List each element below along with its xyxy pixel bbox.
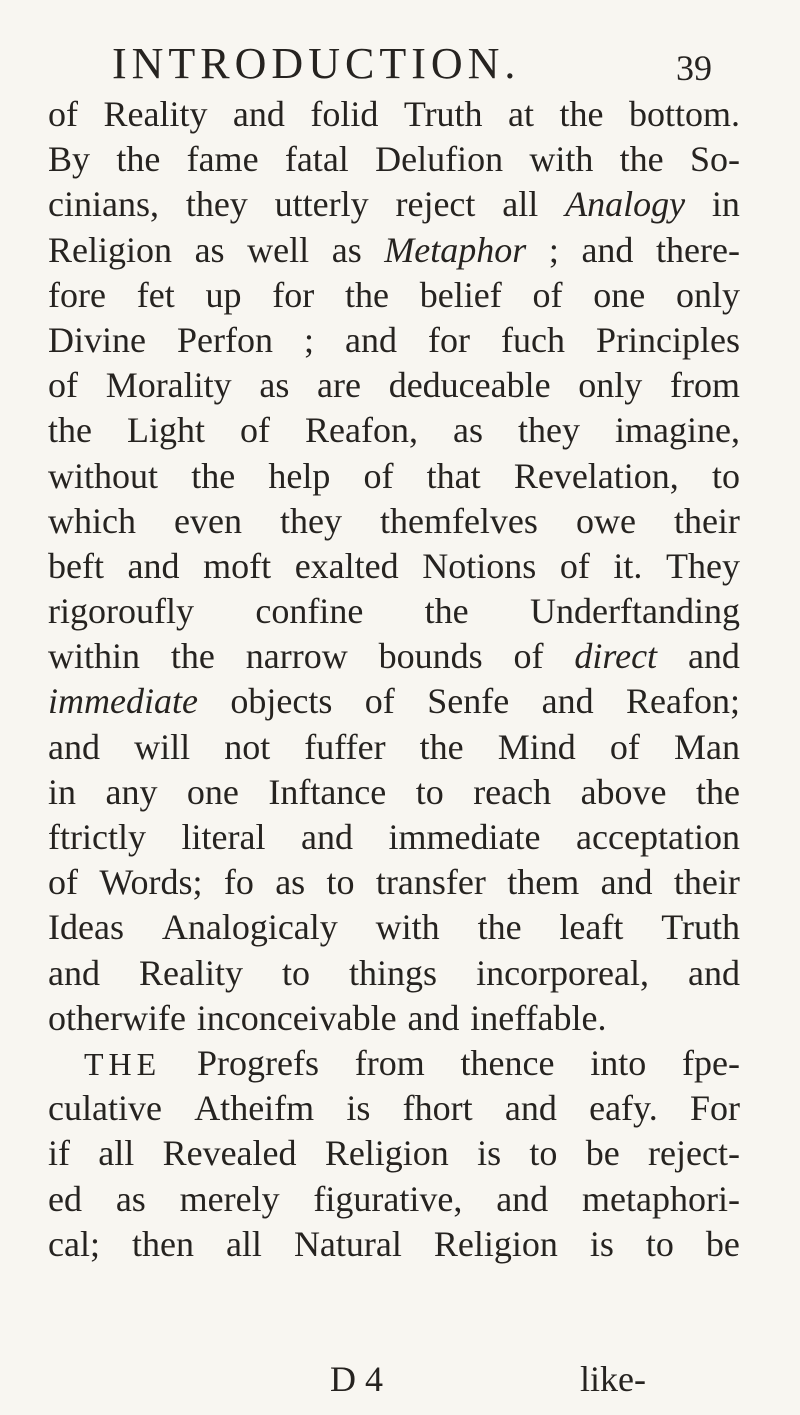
word: of bbox=[364, 681, 395, 722]
text-line bbox=[48, 182, 740, 227]
word: as bbox=[453, 410, 484, 451]
word: of bbox=[363, 455, 394, 496]
word: be bbox=[705, 1223, 740, 1264]
word: transfer bbox=[375, 862, 486, 903]
text-line bbox=[48, 1222, 740, 1267]
italic-word: direct bbox=[574, 636, 658, 677]
word: ineffable. bbox=[470, 997, 607, 1038]
word: Senfe bbox=[427, 681, 510, 722]
word: and bbox=[127, 545, 180, 586]
word: deduceable bbox=[388, 365, 551, 406]
word: and bbox=[688, 952, 740, 993]
word: within bbox=[48, 636, 141, 677]
word: are bbox=[317, 365, 361, 406]
word: and bbox=[345, 319, 398, 360]
running-head bbox=[112, 36, 712, 92]
word: So- bbox=[689, 139, 740, 180]
word: Man bbox=[673, 726, 740, 767]
text-line bbox=[48, 273, 740, 318]
text-line bbox=[48, 363, 740, 408]
text-line bbox=[48, 92, 740, 137]
word: leaft bbox=[559, 907, 624, 948]
word: with bbox=[375, 907, 440, 948]
word: then bbox=[131, 1223, 194, 1264]
word: as bbox=[115, 1178, 146, 1219]
signature-mark: D 4 bbox=[330, 1359, 383, 1399]
word: and bbox=[581, 229, 634, 270]
word: from bbox=[354, 1042, 425, 1083]
word: inconceivable bbox=[196, 997, 397, 1038]
word: bottom. bbox=[628, 94, 740, 134]
word: Natural bbox=[293, 1223, 402, 1264]
word: Analogicaly bbox=[161, 907, 338, 948]
catchline bbox=[48, 1356, 740, 1402]
word: and bbox=[541, 681, 594, 722]
word: Truth bbox=[403, 94, 483, 134]
word: Ideas bbox=[48, 907, 124, 948]
word: any bbox=[105, 771, 158, 812]
page-number: 39 bbox=[676, 48, 712, 88]
word: reject- bbox=[648, 1133, 740, 1174]
word: will bbox=[134, 726, 191, 767]
word: as bbox=[275, 862, 306, 903]
word: fpe- bbox=[682, 1042, 740, 1083]
text-line bbox=[48, 905, 740, 950]
word: help bbox=[268, 455, 331, 496]
text-line bbox=[48, 815, 740, 860]
word: the bbox=[344, 274, 389, 315]
word: the bbox=[424, 591, 469, 632]
text-line bbox=[48, 318, 740, 363]
word: exalted bbox=[294, 545, 399, 586]
word: literal bbox=[181, 817, 266, 857]
word: Religion bbox=[324, 1133, 449, 1174]
word: belief bbox=[419, 274, 502, 315]
word: Mind bbox=[497, 726, 576, 767]
word: the bbox=[696, 771, 740, 812]
word: reject bbox=[395, 184, 476, 225]
word: incorporeal, bbox=[476, 952, 649, 993]
word: it. bbox=[613, 545, 643, 586]
word: Religion bbox=[433, 1223, 558, 1264]
word: Revelation, bbox=[513, 455, 679, 496]
word: THE bbox=[84, 1045, 162, 1082]
word: fet bbox=[136, 274, 175, 315]
word: and bbox=[48, 952, 100, 993]
word: if bbox=[48, 1133, 70, 1174]
word: Inftance bbox=[268, 771, 387, 812]
word: one bbox=[186, 771, 239, 812]
word: Perfon bbox=[177, 319, 273, 360]
word: thence bbox=[460, 1042, 555, 1083]
word: for bbox=[428, 319, 471, 360]
word: fame bbox=[186, 139, 259, 180]
word: bounds bbox=[378, 636, 483, 677]
word: fo bbox=[223, 862, 254, 903]
word: cal; bbox=[48, 1223, 100, 1264]
word: which bbox=[48, 500, 136, 541]
word: Reafon; bbox=[626, 681, 740, 722]
word: Reality bbox=[139, 952, 243, 993]
word: at bbox=[508, 94, 535, 134]
word: owe bbox=[575, 500, 636, 541]
word: Reality bbox=[103, 94, 208, 134]
word: moft bbox=[203, 545, 272, 586]
word: rigoroufly bbox=[48, 591, 194, 632]
word: their bbox=[673, 500, 740, 541]
word: with bbox=[529, 139, 594, 180]
word: and bbox=[407, 997, 460, 1038]
word: Truth bbox=[661, 907, 740, 948]
text-line bbox=[48, 725, 740, 770]
word: not bbox=[224, 726, 271, 767]
word: Delufion bbox=[375, 139, 504, 180]
text-line bbox=[48, 228, 740, 273]
word: is bbox=[346, 1088, 371, 1129]
text-line bbox=[48, 770, 740, 815]
word: to bbox=[282, 952, 311, 993]
word: confine bbox=[255, 591, 364, 632]
word: to bbox=[711, 455, 740, 496]
word: the bbox=[559, 94, 604, 134]
text-line bbox=[48, 1086, 740, 1131]
word: of bbox=[48, 94, 78, 134]
italic-word: immediate bbox=[48, 681, 198, 722]
text-line bbox=[48, 1041, 740, 1086]
text-line bbox=[48, 499, 740, 544]
word: there- bbox=[656, 229, 740, 270]
word: fuch bbox=[501, 319, 565, 360]
word: the bbox=[191, 455, 236, 496]
word: ed bbox=[48, 1178, 82, 1219]
word: culative bbox=[48, 1088, 162, 1129]
word: they bbox=[185, 184, 248, 225]
word: the bbox=[477, 907, 522, 948]
word: and bbox=[687, 636, 740, 677]
word: and bbox=[301, 817, 353, 857]
text-line bbox=[48, 996, 740, 1041]
word: well bbox=[247, 229, 310, 270]
word: objects bbox=[230, 681, 333, 722]
text-line bbox=[48, 860, 740, 905]
word: Morality bbox=[105, 365, 232, 406]
word: acceptation bbox=[576, 817, 740, 857]
word: Atheifm bbox=[194, 1088, 315, 1129]
word: utterly bbox=[274, 184, 369, 225]
word: above bbox=[580, 771, 667, 812]
word: as bbox=[331, 229, 362, 270]
word: is bbox=[589, 1223, 614, 1264]
word: Reafon, bbox=[305, 410, 418, 451]
text-line bbox=[48, 951, 740, 996]
word: they bbox=[279, 500, 342, 541]
word: of bbox=[609, 726, 640, 767]
word: the bbox=[619, 139, 664, 180]
text-line bbox=[48, 454, 740, 499]
word: Progrefs bbox=[196, 1042, 319, 1083]
word: reach bbox=[473, 771, 552, 812]
word: even bbox=[174, 500, 242, 541]
word: ; bbox=[304, 319, 315, 360]
word: fore bbox=[48, 274, 106, 315]
word: Light bbox=[127, 410, 205, 451]
word: of bbox=[48, 365, 78, 406]
word: By bbox=[48, 139, 91, 180]
word: and bbox=[496, 1178, 549, 1219]
catchword: like- bbox=[580, 1359, 646, 1399]
word: of bbox=[48, 862, 78, 903]
word: of bbox=[240, 410, 271, 451]
word: eafy. bbox=[589, 1088, 658, 1129]
word: narrow bbox=[245, 636, 348, 677]
word: beft bbox=[48, 545, 104, 586]
word: into bbox=[590, 1042, 647, 1083]
text-line bbox=[48, 137, 740, 182]
word: Religion bbox=[48, 229, 172, 270]
word: folid bbox=[310, 94, 379, 134]
word: and bbox=[48, 726, 100, 767]
word: Words; bbox=[99, 862, 203, 903]
word: and bbox=[232, 94, 285, 134]
word: to bbox=[415, 771, 444, 812]
word: from bbox=[669, 365, 740, 406]
word: as bbox=[259, 365, 290, 406]
word: one bbox=[593, 274, 646, 315]
word: fatal bbox=[284, 139, 349, 180]
word: ftrictly bbox=[48, 817, 146, 857]
word: things bbox=[349, 952, 438, 993]
text-line bbox=[48, 408, 740, 453]
word: merely bbox=[179, 1178, 280, 1219]
text-line bbox=[48, 634, 740, 679]
word: the bbox=[48, 410, 92, 451]
word: figurative, bbox=[313, 1178, 463, 1219]
word: and bbox=[600, 862, 653, 903]
word: ; bbox=[548, 229, 559, 270]
word: is bbox=[477, 1133, 502, 1174]
word: the bbox=[116, 139, 161, 180]
word: up bbox=[205, 274, 242, 315]
word: all bbox=[225, 1223, 262, 1264]
word: immediate bbox=[388, 817, 541, 857]
body-text bbox=[48, 92, 740, 1267]
word: Principles bbox=[596, 319, 740, 360]
word: the bbox=[419, 726, 464, 767]
text-line bbox=[48, 589, 740, 634]
word: them bbox=[507, 862, 580, 903]
word: fhort bbox=[402, 1088, 473, 1129]
word: all bbox=[98, 1133, 135, 1174]
word: the bbox=[170, 636, 215, 677]
word: without bbox=[48, 455, 159, 496]
word: of bbox=[513, 636, 544, 677]
word: of bbox=[532, 274, 563, 315]
word: be bbox=[585, 1133, 620, 1174]
word: Notions bbox=[422, 545, 537, 586]
word: to bbox=[529, 1133, 558, 1174]
word: fuffer bbox=[304, 726, 386, 767]
word: they bbox=[518, 410, 581, 451]
word: Divine bbox=[48, 319, 146, 360]
word: Underftanding bbox=[530, 591, 740, 632]
word: all bbox=[502, 184, 539, 225]
text-line bbox=[48, 544, 740, 589]
word: They bbox=[665, 545, 740, 586]
word: otherwife bbox=[48, 997, 186, 1038]
word: in bbox=[48, 771, 77, 812]
word: as bbox=[194, 229, 225, 270]
word: of bbox=[559, 545, 590, 586]
text-line bbox=[48, 679, 740, 724]
word: in bbox=[711, 184, 740, 225]
word: metaphori- bbox=[582, 1178, 740, 1219]
running-title: INTRODUCTION. bbox=[112, 39, 521, 88]
word: only bbox=[578, 365, 643, 406]
italic-word: Metaphor bbox=[384, 229, 527, 270]
text-line bbox=[48, 1177, 740, 1222]
word: and bbox=[504, 1088, 557, 1129]
word: Revealed bbox=[162, 1133, 297, 1174]
word: themfelves bbox=[379, 500, 538, 541]
word: cinians, bbox=[48, 184, 159, 225]
text-line bbox=[48, 1131, 740, 1176]
word: to bbox=[645, 1223, 674, 1264]
italic-word: Analogy bbox=[565, 184, 686, 225]
word: to bbox=[326, 862, 355, 903]
word: for bbox=[272, 274, 315, 315]
word: imagine, bbox=[615, 410, 740, 451]
word: that bbox=[426, 455, 481, 496]
word: only bbox=[675, 274, 740, 315]
word: their bbox=[673, 862, 740, 903]
word: For bbox=[689, 1088, 740, 1129]
